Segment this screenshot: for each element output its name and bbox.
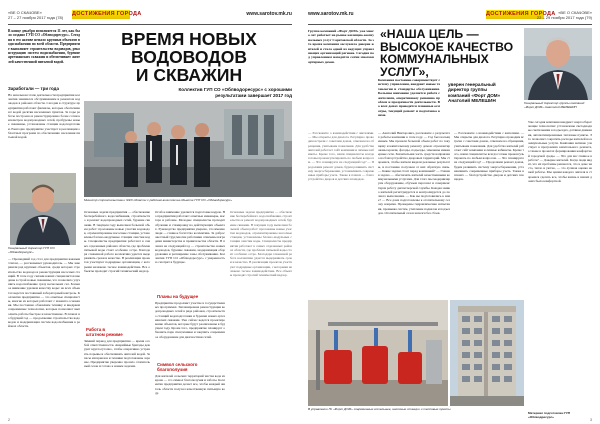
- headline: [380, 28, 522, 78]
- issue-date: 22 – 29 ноября 2017 года (79): [536, 15, 592, 20]
- main-photo-caption: Министр строительства и ЖКХ области с рабочим визитом на объекте ГУП СО «Облводоресурс»: [84, 198, 233, 202]
- headline-sub: [448, 82, 500, 104]
- header-rule: [308, 24, 592, 25]
- portrait-caption: Генеральный директор группы компаний «Форт ДОМ» Анатолий МЕЛЕШИН: [524, 101, 585, 109]
- header-rule: [8, 24, 292, 25]
- body-col3-bottom: Для жителей сельских территорий чистая вода из крана — это символ благополучия и заботы. Коллектив предприятия делает все, чтобы каждый житель области получал качественную питьевую воду.: [155, 374, 226, 395]
- headline-line-1: ВРЕМЯ НОВЫХ: [121, 29, 257, 49]
- headline-line-4: УСЛУГ»,: [380, 64, 429, 79]
- headline-line-2: ВЫСОКОЕ КАЧЕСТВО: [380, 39, 514, 54]
- section-2-title-line-1: Работа в: [86, 327, 106, 332]
- paper-name: «ВЕ О СКАЧОВЕ»: [558, 10, 592, 15]
- headline-line-1: «НАША ЦЕЛЬ —: [380, 27, 479, 41]
- headline-sub-line-1: уверен генеральный: [448, 82, 496, 87]
- body-col1: На начальном этапе деятельности предприятия коллектив занимался обслуживанием и ремонтом водоводов в районах области. Сегодня в структуре предприятия работают филиалы, которые обеспечивают водой десятки населенных пунктов. За годы работы построено и реконструировано более сотни километров водопроводных сетей, пробурены новые скважины, установлены станции водоподготовки. Ежегодно предприятие участвует в реализации областных программ по обеспечению населения питьевой водой.: [8, 93, 80, 140]
- section-4-title-line-1: Символ сельского: [157, 362, 198, 367]
- boiler-room-photo: [308, 300, 448, 406]
- left-page-header: [8, 7, 292, 25]
- site-url: www.sarotov.mk.ru: [246, 11, 292, 17]
- body-col2-lower: Зимний период для предприятия — время особой ответственности. Аварийные бригады дежурят круглосуточно, чтобы оперативно устранять порывы и обеспечивать жителей водой. Запасы материалов и техники подготовлены заранее. Предприятие уверенно прошло отопительный сезон и готово к новым задачам.: [84, 339, 150, 369]
- portrait-illustration: [10, 173, 76, 245]
- intro-col1: Группа компаний «Форт ДОМ» уже много лет работает на рынке жилищно-коммунальных услуг Саратовской области. За это время компания заслужила доверие жителей и стала одной из ведущих управляющих организаций региона. Сегодня под управлением находятся сотни многоквартирных домов.: [308, 29, 374, 64]
- body-col3: Уже сегодня компания внедряет энергосберегающие технологии: установлены светодиодные светильники в подъездах, датчики движения, автоматизированные тепловые пункты. Это позволяет сократить расходы жителей на коммунальные услуги. Компания активно участвует в программах капитального ремонта, а также в проектах формирования комфортной городской среды. — Что для вас главное в работе? — Доверие жителей. Когда люди видят, что их проблемы решаются, что в доме чисто, тепло и уютно, — это лучшая оценка нашей работы. Мы ценим каждого жителя и стараемся сделать все, чтобы жизнь в наших домах была комфортной.: [528, 120, 593, 183]
- portrait-caption: Генеральный директор ГУП СО «Облводоресурс»: [8, 246, 55, 254]
- apartment-building-photo: [450, 300, 524, 406]
- section-banner: ДОСТИЖЕНИЯ ГОРОДА: [486, 11, 556, 17]
- section-4-title: [157, 362, 197, 372]
- subheadline: [179, 87, 293, 98]
- main-visit-photo: [84, 101, 292, 197]
- right-page-header: [308, 7, 592, 25]
- portrait-illustration: [524, 28, 592, 100]
- section-2-title: [86, 327, 123, 337]
- section-banner: ДОСТИЖЕНИЯ ГОРОДА: [72, 11, 142, 17]
- right-page: [300, 0, 600, 424]
- headline-line-3: И СКВАЖИН: [135, 65, 243, 85]
- headline-line-2: ВОДОВОДОВ: [131, 47, 247, 67]
- boiler-room-illustration: [308, 300, 448, 406]
- lead-paragraph: В конце декабря исполняется 11 лет, как было создано ГУП СО «Облводоресурс». Сегодня в его активе немало крупных объектов водоснабжения по всей области. Предприятие выполняет строительство водоводов, реконструкцию систем водоснабжения, бурение артезианских скважин и обеспечивает жителей качественной питьевой водой.: [8, 29, 80, 64]
- industrial-visit-illustration: [84, 101, 292, 197]
- left-folio: 2: [8, 418, 10, 422]
- article-signature: Материал подготовлен ГУП «Облводресурс»: [528, 411, 571, 419]
- headline-sub-line-2: директор группы: [448, 87, 488, 93]
- director-portrait-photo: [10, 173, 76, 245]
- bottom-photos-caption: В управлении ГК «Форт ДОМ» современные котельные, насосные станции и тепловые пункты: [308, 407, 451, 411]
- headline-sub-line-3: компаний «Форт ДОМ»: [448, 92, 501, 98]
- section-2-title-line-2: штатном режиме: [86, 332, 123, 338]
- issue-date: 27 – 27 ноября 2017 года (78): [8, 15, 64, 20]
- body-col3: Особое внимание уделяется подготовке кадров. На предприятии работают опытные инженеры, мастера и рабочие. Молодые специалисты проходят обучение и стажировку на действующих объектах. Руководство предприятия уверено, что именно люди — главное богатство коллектива. За добросовестный труд многие работники отмечены наградами министерства и правительства области. В планах на следующий год — строительство новых водоводов, бурение скважин, модернизация оборудования и расширение зоны обслуживания. Коллектив ГУП СО «Облводоресурс» с уверенностью смотрит в будущее.: [155, 210, 225, 265]
- section-3-title: Планы на будущее: [157, 294, 199, 299]
- intro-col1-continued: — Расскажите о взаимодействии с жителями. — Мы открыты для диалога. Регулярно проводим встречи с советами домов, отвечаем на обращения, учитываем пожелания. Для удобства жителей работает сайт компании и личные кабинеты. Кроме того, наши специалисты всегда готовы проконсультировать по любым вопросам. — Что планируете на следующий год? — Продолжим ремонт домов, будем развивать систему энергосбережения, устанавливать современные приборы учета. Также в планах — благоустройство дворов и детских площадок.: [308, 131, 374, 182]
- subheadline-line-2: результатами завершает 2017 год: [215, 92, 292, 98]
- apartment-building-illustration: [450, 300, 524, 406]
- section-1-title: Заработали — три года: [8, 86, 59, 91]
- headline-line-3: КОММУНАЛЬНЫХ: [380, 52, 489, 67]
- body-col2: Основные задачи предприятия — обеспечение бесперебойного водоснабжения, строительство и ремонт водопроводных сетей, бурение скважин. В текущем году выполнен большой объем работ: проложены новые участки водоводов, отремонтированы насосные станции, установлены блочно-модульные станции очистки воды. Специалисты предприятия работают в самых отдаленных районах области, где проблема питьевой воды стоит особенно остро. Благодаря слаженной работе коллектива удается выдерживать сроки и качество. В реализации проектов участвуют подрядные организации, с которыми налажено тесное взаимодействие. Все объекты проходят строгий технический надзор.: [84, 210, 150, 273]
- body-col2: — Расскажите о взаимодействии с жителями. — Мы открыты для диалога. Регулярно проводим встречи с советами домов, отвечаем на обращения, учитываем пожелания. Для удобства жителей работает сайт компании и личные кабинеты. Кроме того, наши специалисты всегда готовы проконсультировать по любым вопросам. — Что планируете на следующий год? — Продолжим ремонт домов, будем развивать систему энергосбережения, устанавливать современные приборы учета. Также в планах — благоустройство дворов и детских площадок.: [454, 131, 524, 182]
- site-url: www.sarotov.mk.ru: [308, 11, 354, 17]
- paper-name: «ВЕ О СКАЧОВЕ»: [8, 10, 42, 15]
- body-col4: Основные задачи предприятия — обеспечение бесперебойного водоснабжения, строительство и ремонт водопроводных сетей, бурение скважин. В текущем году выполнен большой объем работ: проложены новые участки водоводов, отремонтированы насосные станции, установлены блочно-модульные станции очистки воды. Специалисты предприятия работают в самых отдаленных районах области, где проблема питьевой воды стоит особенно остро. Благодаря слаженной работе коллектива удается выдерживать сроки и качество. В реализации проектов участвуют подрядные организации, с которыми налажено тесное взаимодействие. Все объекты проходят строгий технический надзор.: [230, 210, 292, 278]
- director-portrait-photo: [524, 28, 592, 100]
- headline-sub-line-4: Анатолий МЕЛЕШИН: [448, 98, 496, 104]
- body-col3-lower: Предприятие продолжит участие в государственных программах. Запланирована реконструкция водопроводных сетей в ряде районов, строительство станций водоподготовки и бурение новых артезианских скважин. Уже сейчас ведется проектирование объектов, которые будут реализованы в будущем году. Кроме того, предприятие планирует обновить парк спецтехники и закупить современное оборудование для диагностики сетей.: [155, 301, 225, 339]
- intro-col2: Компания постоянно совершенствует систему управления, внедряет новые технологии и стандарты обслуживания. Большое внимание уделяется работе с жителями, оперативному решению проблем и прозрачности деятельности. Во всех домах проводятся плановые осмотры, текущий ремонт и подготовка к зиме.: [378, 78, 440, 118]
- subheadline-line-1: Коллектив ГУП СО «Облводоресурс» с хорошими: [178, 87, 292, 92]
- right-folio: 3: [590, 418, 592, 422]
- headline: [84, 30, 294, 84]
- section-4-title-line-2: благополучия: [157, 367, 188, 373]
- body-col1: — Анатолий Викторович, расскажите о результатах работы компании в этом году. — Год был насыщенным. Мы провели большой объем работ по текущему и капитальному ремонту домов: отремонтированы кровли, фасады, подъезды, заменены инженерные сети. Значительная часть средств направлена на благоустройство дворовых территорий. Мы стараемся, чтобы жители видели реальные результаты, и постоянно получаем от них обратную связь. — Какие задачи стоят перед компанией? — Главная задача — обеспечить жителей качественными коммунальными услугами. Для этого мы модернизируем оборудование, обучаем персонал и совершенствуем работу диспетчерской службы. Каждая заявка жителей регистрируется и контролируется до полного выполнения. — Как вы подготовились к зиме? — Все дома подготовлены к отопительному сезону вовремя. Проведены гидравлические испытания, промывка систем, утепление подвалов и подъездов. Отопительный сезон начался без сбоев.: [378, 131, 450, 215]
- body-col1-lower: — Прошедший год стал для предприятия важным этапом, — рассказывает руководитель. — Мы завершили ряд крупных объектов, среди которых строительство водовода и реконструкция насосных станций. В этом году силами наших специалистов введены в строй новые скважины, что позволило улучшить водоснабжение сразу нескольких сел. Большое внимание уделяем качеству воды: на всех объектах ведется постоянный лабораторный контроль. Коллектив предприятия — это опытные специалисты, многие из которых работают с момента основания. Мы постоянно обновляем технику и внедряем современные технологии, которые позволяют выполнять работы быстрее и качественнее. В планах на будущий год — продолжение строительства водоводов и модернизация систем водоснабжения в районах области.: [8, 257, 80, 329]
